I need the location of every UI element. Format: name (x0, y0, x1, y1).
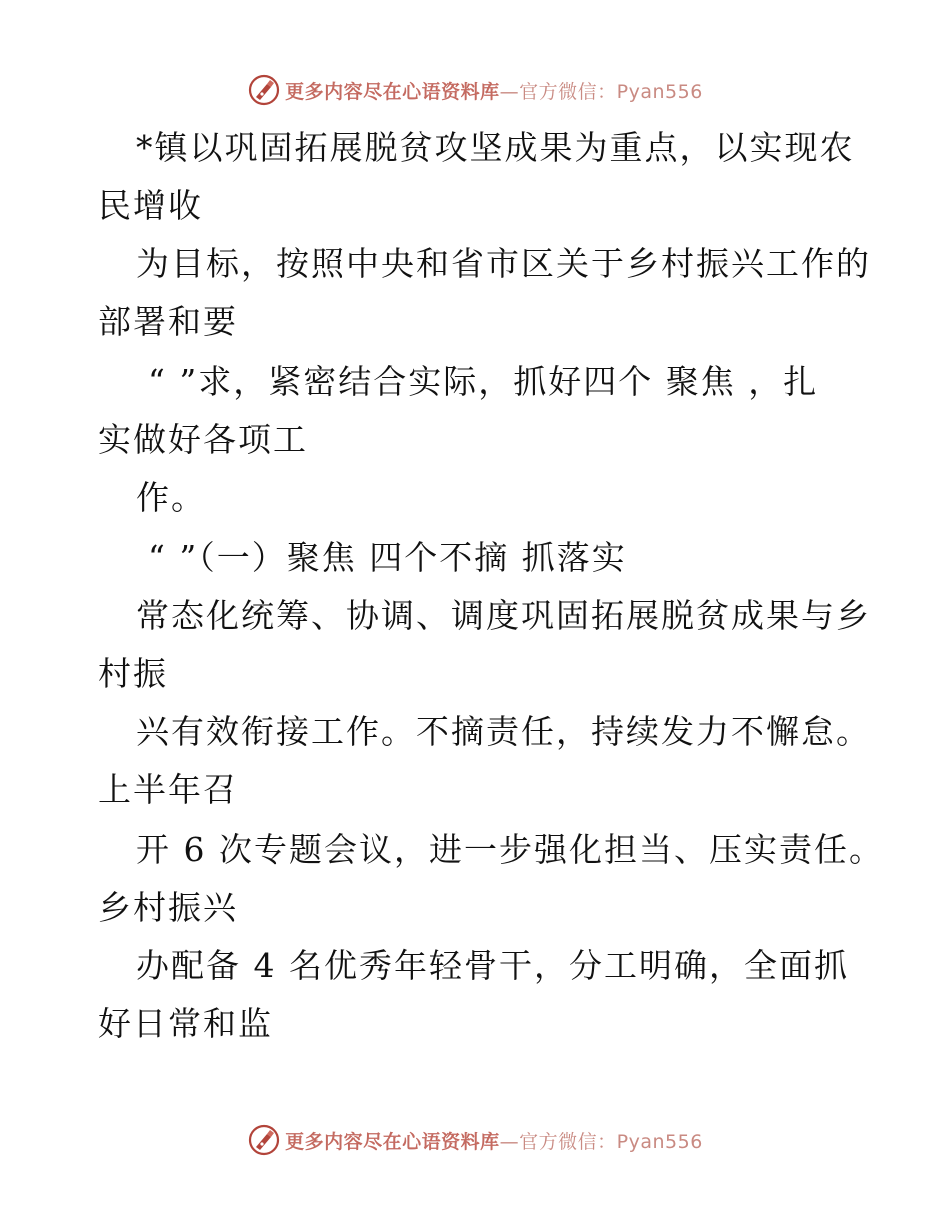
text-line: 实做好各项工 (98, 420, 308, 459)
text-line: 常态化统筹、协调、调度巩固拓展脱贫成果与乡 (136, 596, 871, 635)
text-line: 作。 (136, 478, 206, 517)
watermark-text (285, 1127, 703, 1154)
watermark-dash: — (499, 80, 520, 103)
footer-watermark (0, 1120, 950, 1160)
text-line: 为目标，按照中央和省市区关于乡村振兴工作的 (136, 244, 871, 283)
watermark-dash: — (499, 1130, 520, 1153)
text-line: 办配备 4 名优秀年轻骨干，分工明确，全面抓 (136, 946, 849, 985)
text-line: *镇以巩固拓展脱贫攻坚成果为重点，以实现农 (136, 128, 855, 167)
watermark-brand: 更多内容尽在心语资料库 (285, 1130, 500, 1153)
text-line: 好日常和监 (98, 1004, 273, 1043)
text-line: “ ”求，紧密结合实际，抓好四个 聚焦 ，扎 (148, 362, 819, 401)
text-line: “ ”（一）聚焦 四个不摘 抓落实 (148, 538, 627, 577)
text-line: 乡村振兴 (98, 888, 238, 927)
text-line: 开 6 次专题会议，进一步强化担当、压实责任。 (136, 830, 884, 869)
text-line: 兴有效衔接工作。不摘责任，持续发力不懈怠。 (136, 712, 871, 751)
text-line: 部署和要 (98, 302, 238, 341)
watermark-contact: 官方微信：Pyan556 (519, 80, 703, 103)
watermark-contact: 官方微信：Pyan556 (519, 1130, 703, 1153)
text-line: 上半年召 (98, 770, 238, 809)
watermark-brand: 更多内容尽在心语资料库 (285, 80, 500, 103)
text-line: 民增收 (98, 186, 203, 225)
text-line: 村振 (98, 654, 168, 693)
pen-nib-logo-icon (247, 1123, 281, 1157)
